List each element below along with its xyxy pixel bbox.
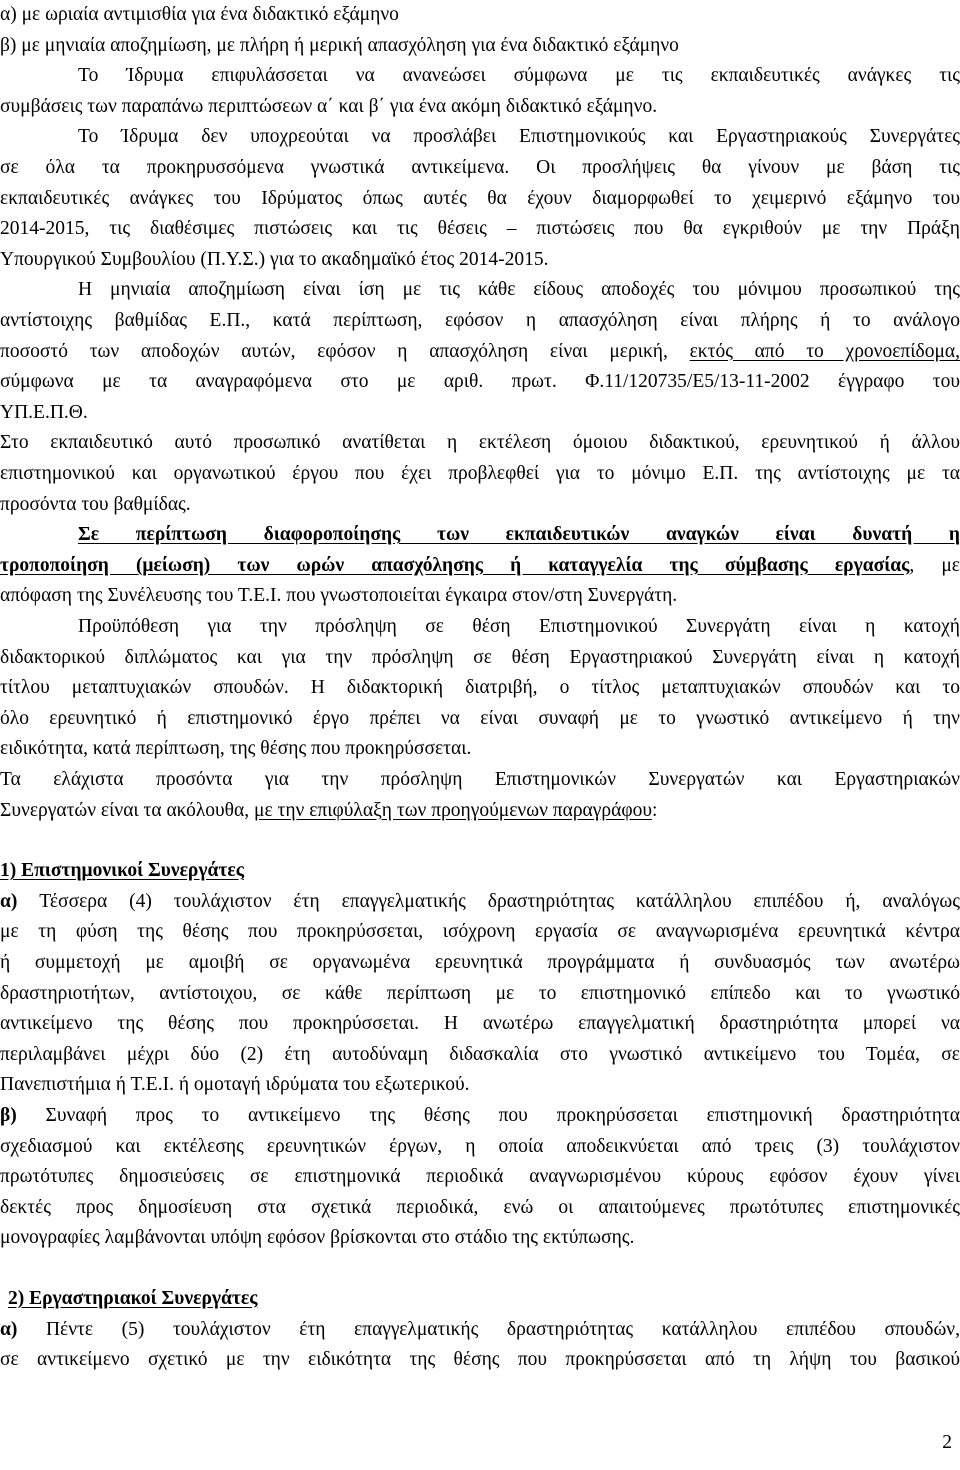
line-text: Τέσσερα (4) τουλάχιστον έτη επαγγελματικής δραστηριότητας κατάλληλου επιπέδου ή, αναλόγως <box>39 890 960 912</box>
text-line <box>0 1132 960 1162</box>
text-line <box>0 1009 960 1039</box>
underlined-phrase: με την επιφύλαξη των προηγούμενων παραγράφου <box>254 799 652 821</box>
line-text: ή συμμετοχή με αμοιβή σε οργανωμένα ερευνητικά προγράμματα ή συνδυασμός των ανωτέρω <box>0 952 960 973</box>
text-line <box>0 643 960 673</box>
line-text: Υπουργικού Συμβουλίου (Π.Υ.Σ.) για το ακαδημαϊκό έτος 2014-2015. <box>0 248 549 270</box>
text-line <box>0 398 960 428</box>
section-heading <box>0 1284 960 1314</box>
line-text: Πανεπιστήμια ή Τ.Ε.Ι. ή ομοταγή ιδρύματα του εξωτερικού. <box>0 1074 470 1096</box>
line-text: Προϋπόθεση για την πρόσληψη σε θέση Επιστημονικού Συνεργάτη είναι η κατοχή <box>78 616 960 637</box>
text-line <box>0 306 960 336</box>
line-text: Το Ίδρυμα επιφυλάσσεται να ανανεώσει σύμφωνα με τις εκπαιδευτικές ανάγκες τις <box>78 65 960 87</box>
line-text: δεκτές προς δημοσίευση στα σχετικά περιοδικά, ενώ οι απαιτούμενες πρωτότυπες επιστημονικές <box>0 1196 960 1218</box>
line-text: 1) Επιστημονικοί Συνεργάτες <box>0 860 244 882</box>
text-line <box>0 61 960 91</box>
line-text: σύμφωνα με τα αναγραφόμενα στο με αριθ. πρωτ. Φ.11/120735/Ε5/13-11-2002 έγγραφο του <box>0 371 960 393</box>
text-line <box>0 1040 960 1070</box>
line-text: α) με ωριαία αντιμισθία για ένα διδακτικό εξάμηνο <box>0 4 399 25</box>
line-text: Στο εκπαιδευτικό αυτό προσωπικό ανατίθεται η εκτέλεση όμοιου διδακτικού, ερευνητικού ή άλλου <box>0 432 960 454</box>
line-text: πρωτότυπες δημοσιεύσεις σε επιστημονικά περιοδικά αναγνωρισμένου κύρους εφόσον έχουν γίνει <box>0 1166 960 1188</box>
text-line <box>0 184 960 214</box>
line-text: με τη φύση της θέσης που προκηρύσσεται, ισόχρονη εργασία σε αναγνωρισμένα ερευνητικά κέντρα <box>0 921 960 943</box>
text-line <box>0 214 960 244</box>
line-text: Πέντε (5) τουλάχιστον έτη επαγγελματικής δραστηριότητας κατάλληλου επιπέδου σπουδών, <box>45 1318 960 1340</box>
line-text: τροποποίηση (μείωση) των ωρών απασχόλησης ή καταγγελία της σύμβασης εργασίας <box>0 554 910 576</box>
text-line <box>0 153 960 183</box>
text-line <box>0 31 960 61</box>
text-line <box>0 520 960 550</box>
line-text: ποσοστό των αποδοχών αυτών, εφόσον η απασχόληση είναι μερική, <box>0 340 668 362</box>
text-line <box>0 673 960 703</box>
text-line <box>0 1345 960 1375</box>
text-line <box>0 796 960 826</box>
text-line <box>0 459 960 489</box>
line-text: Η μηνιαία αποζημίωση είναι ίση με τις κάθε είδους αποδοχές του μόνιμου προσωπικού της <box>78 279 960 301</box>
line-text: 2) Εργαστηριακοί Συνεργάτες <box>8 1288 258 1309</box>
text-line <box>0 92 960 122</box>
line-text: 2014-2015, τις διαθέσιμες πιστώσεις και τις θέσεις – πιστώσεις που θα εγκριθούν με την Πράξη <box>0 218 960 240</box>
line-text: προσόντα του βαθμίδας. <box>0 493 191 515</box>
line-suffix: , με <box>909 554 960 576</box>
line-text: διδακτορικού διπλώματος και για την πρόσληψη σε θέση Εργαστηριακού Συνεργάτη είναι η κατοχή <box>0 646 960 668</box>
text-line <box>0 704 960 734</box>
line-text: σε όλα τα προκηρυσσόμενα γνωστικά αντικείμενα. Οι προσλήψεις θα γίνουν με βάση τις <box>0 157 960 178</box>
text-line <box>0 1101 960 1131</box>
text-line <box>0 612 960 642</box>
line-text: σχεδιασμού και εκτέλεσης ερευνητικών έργων, η οποία αποδεικνύεται από τρεις (3) τουλάχιστον <box>0 1135 960 1157</box>
line-text: περιλαμβάνει μέχρι δύο (2) έτη αυτοδύναμη διδασκαλία στο γνωστικό αντικείμενο του Τομέα, σε <box>0 1043 960 1065</box>
line-text: Τα ελάχιστα προσόντα για την πρόσληψη Επιστημονικών Συνεργατών και Εργαστηριακών <box>0 769 960 790</box>
item-label: β) <box>0 1105 46 1126</box>
text-line <box>0 337 960 367</box>
line-text: όλο ερευνητικό ή επιστημονικό έργο πρέπει να είναι συναφή με το γνωστικό αντικείμενο ή την <box>0 707 960 729</box>
text-line <box>0 275 960 305</box>
text-line <box>0 1070 960 1100</box>
text-line <box>0 490 960 520</box>
line-text: αντίστοιχης βαθμίδας Ε.Π., κατά περίπτωση, εφόσον η απασχόληση είναι πλήρης ή το ανάλογο <box>0 310 960 331</box>
text-line <box>0 1162 960 1192</box>
line-text: δραστηριοτήτων, αντίστοιχου, σε κάθε περίπτωση με το επιστημονικό επίπεδο και το γνωστικό <box>0 982 960 1004</box>
line-text: σε αντικείμενο σχετικό με την ειδικότητα της θέσης που προκηρύσσεται από τη λήψη του βασικού <box>0 1349 960 1371</box>
line-text: ΥΠ.Ε.Π.Θ. <box>0 401 88 423</box>
line-text: Το Ίδρυμα δεν υποχρεούται να προσλάβει Επιστημονικούς και Εργαστηριακούς Συνεργάτες <box>78 126 960 148</box>
text-line <box>0 551 960 581</box>
text-line <box>0 917 960 947</box>
line-text: Συναφή προς το αντικείμενο της θέσης που προκηρύσσεται επιστημονική δραστηριότητα <box>45 1105 960 1126</box>
text-line <box>0 887 960 917</box>
line-text: τίτλου μεταπτυχιακών σπουδών. Η διδακτορική διατριβή, ο τίτλος μεταπτυχιακών σπουδών και το <box>0 677 960 699</box>
item-label: α) <box>0 890 40 912</box>
underlined-phrase: εκτός από το χρονοεπίδομα, <box>689 340 960 362</box>
page-number: 2 <box>942 1432 952 1453</box>
item-label: α) <box>0 1318 46 1340</box>
text-line <box>0 1223 960 1253</box>
text-line <box>0 765 960 795</box>
line-text: επιστημονικού και οργανωτικού έργου που έχει προβλεφθεί για το μόνιμο Ε.Π. της αντίστοιχης με τα <box>0 463 960 484</box>
line-suffix: : <box>652 799 658 821</box>
text-line <box>0 367 960 397</box>
text-line <box>0 734 960 764</box>
line-text: Συνεργατών είναι τα ακόλουθα, <box>0 799 250 821</box>
section-heading <box>0 856 960 886</box>
line-text: Σε περίπτωση διαφοροποίησης των εκπαιδευτικών αναγκών είναι δυνατή η <box>78 524 960 546</box>
text-line <box>0 581 960 611</box>
text-line <box>0 428 960 458</box>
line-text: αντικείμενο της θέσης που προκηρύσσεται. Η ανωτέρω επαγγελματική δραστηριότητα μπορεί να <box>0 1013 960 1035</box>
line-text: β) με μηνιαία αποζημίωση, με πλήρη ή μερική απασχόληση για ένα διδακτικό εξάμηνο <box>0 34 679 56</box>
line-text: συμβάσεις των παραπάνω περιπτώσεων α΄ και β΄ για ένα ακόμη διδακτικό εξάμηνο. <box>0 95 658 117</box>
line-text: απόφαση της Συνέλευσης του Τ.Ε.Ι. που γνωστοποιείται έγκαιρα στον/στη Συνεργάτη. <box>0 585 678 607</box>
line-text: ειδικότητα, κατά περίπτωση, της θέσης που προκηρύσσεται. <box>0 738 472 760</box>
text-line <box>0 122 960 152</box>
text-line <box>0 245 960 275</box>
line-text: εκπαιδευτικές ανάγκες του Ιδρύματος όπως αυτές θα έχουν διαμορφωθεί το χειμερινό εξάμηνο του <box>0 187 960 209</box>
text-line <box>0 948 960 978</box>
line-text: μονογραφίες λαμβάνονται υπόψη εφόσον βρίσκονται στο στάδιο της εκτύπωσης. <box>0 1227 635 1249</box>
text-line <box>0 979 960 1009</box>
text-line <box>0 0 960 30</box>
text-line <box>0 1315 960 1345</box>
text-line <box>0 1193 960 1223</box>
